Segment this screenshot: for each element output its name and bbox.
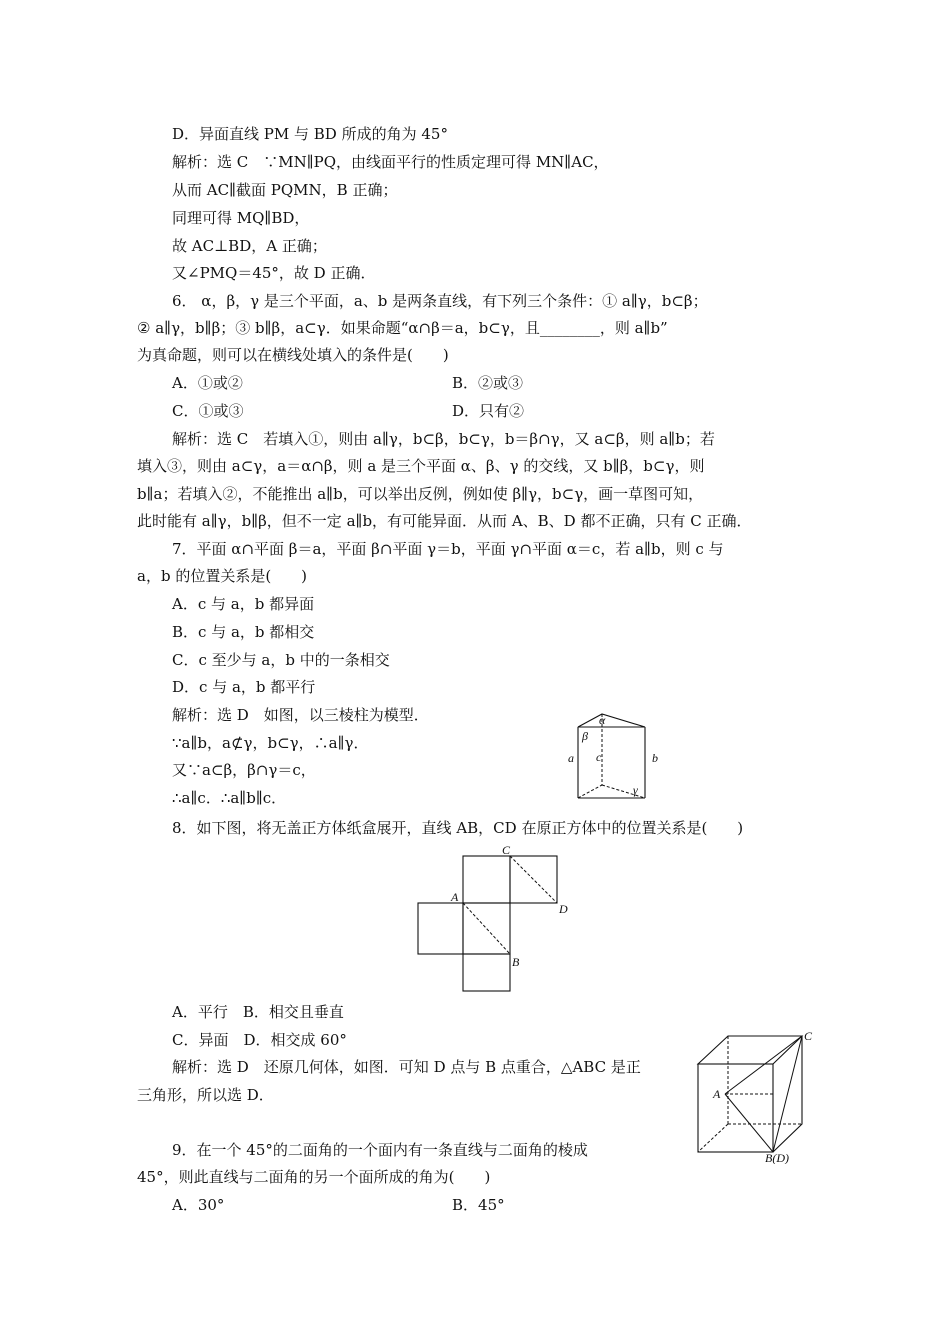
q6-analysis-line-3: b∥a；若填入②，不能推出 a∥b，可以举出反例，例如使 β∥γ，b⊂γ，画一草图可知， bbox=[137, 485, 704, 503]
q7-option-c: C．c 至少与 a，b 中的一条相交 bbox=[172, 651, 390, 669]
q7-analysis-line-1: 解析：选 D 如图，以三棱柱为模型． bbox=[172, 706, 429, 724]
q7-stem-line-2: a，b 的位置关系是( ) bbox=[137, 567, 308, 585]
q6-option-a: A．①或② bbox=[172, 374, 243, 392]
q8-options-cd: C．异面 D．相交成 60° bbox=[172, 1031, 347, 1049]
q8-net-label-d: D bbox=[559, 902, 568, 916]
q7-option-b: B．c 与 a，b 都相交 bbox=[172, 623, 315, 641]
q8-cube-line-ac bbox=[725, 1036, 802, 1094]
q7-prism-top-face bbox=[578, 714, 645, 727]
q7-option-a: A．c 与 a，b 都异面 bbox=[172, 595, 315, 613]
q6-option-d: D．只有② bbox=[452, 402, 525, 420]
q6-option-c: C．①或③ bbox=[172, 402, 244, 420]
q5-analysis-line-3: 同理可得 MQ∥BD， bbox=[172, 209, 310, 227]
q7-label-b: b bbox=[652, 751, 658, 765]
q8-cube-line-bc bbox=[773, 1036, 802, 1152]
q6-stem-line-3: 为真命题，则可以在横线处填入的条件是( ) bbox=[137, 346, 449, 364]
q7-label-gamma: γ bbox=[633, 783, 638, 797]
q8-line-ab bbox=[463, 903, 510, 954]
q8-analysis-line-2: 三角形，所以选 D． bbox=[137, 1086, 274, 1104]
q6-option-b: B．②或③ bbox=[452, 374, 524, 392]
q7-label-a: a bbox=[568, 751, 574, 765]
q5-analysis-line-4: 故 AC⊥BD，A 正确； bbox=[172, 237, 327, 255]
q8-cube-label-bd: B(D) bbox=[765, 1151, 789, 1164]
q7-prism-figure bbox=[560, 708, 672, 804]
q7-option-d: D．c 与 a，b 都平行 bbox=[172, 678, 316, 696]
q5-analysis-line-1: 解析：选 C ∵MN∥PQ，由线面平行的性质定理可得 MN∥AC， bbox=[172, 153, 609, 171]
q6-analysis-line-2: 填入③，则由 a⊂γ，a＝α∩β，则 a 是三个平面 α、β、γ 的交线，又 b∥β，b⊂γ，则 bbox=[137, 457, 705, 475]
q7-label-c: c bbox=[596, 750, 602, 764]
q8-cube-figure bbox=[690, 1026, 820, 1164]
q8-cube-top-face bbox=[698, 1036, 802, 1064]
q6-stem-line-1: 6． α，β，γ 是三个平面，a、b 是两条直线，有下列三个条件：① a∥γ，b⊂β； bbox=[172, 292, 708, 310]
q7-stem-line-1: 7．平面 α∩平面 β＝a，平面 β∩平面 γ＝b，平面 γ∩平面 α＝c，若 a∥b，则 c 与 bbox=[172, 540, 724, 558]
q9-stem-line-1: 9．在一个 45°的二面角的一个面内有一条直线与二面角的棱成 bbox=[172, 1141, 588, 1159]
q6-analysis-line-4: 此时能有 a∥γ，b∥β，但不一定 a∥b，有可能异面．从而 A、B、D 都不正确，只有 C 正确． bbox=[137, 512, 752, 530]
q8-cube-label-c: C bbox=[804, 1029, 813, 1043]
q7-analysis-line-4: ∴a∥c．∴a∥b∥c． bbox=[172, 789, 287, 807]
q5-analysis-line-2: 从而 AC∥截面 PQMN，B 正确； bbox=[172, 181, 398, 199]
q7-analysis-line-2: ∵a∥b，a⊄γ，b⊂γ，∴a∥γ． bbox=[172, 734, 369, 752]
q8-cube-net-figure bbox=[410, 843, 580, 995]
q8-net-square-top bbox=[463, 856, 510, 903]
q7-label-beta: β bbox=[582, 729, 588, 743]
q8-net-label-a: A bbox=[451, 890, 459, 904]
q6-stem-line-2: ② a∥γ，b∥β；③ b∥β，a⊂γ．如果命题“α∩β＝a，b⊂γ，且________，则 a∥b” bbox=[137, 319, 668, 337]
q8-line-cd bbox=[510, 856, 557, 903]
q7-label-alpha: α bbox=[599, 713, 606, 727]
q8-cube-line-ab bbox=[725, 1094, 773, 1152]
q6-analysis-line-1: 解析：选 C 若填入①，则由 a∥γ，b⊂β，b⊂γ，b＝β∩γ，又 a⊂β，则 a∥b；若 bbox=[172, 430, 715, 448]
q8-net-square-left bbox=[418, 903, 463, 954]
q8-options-ab: A．平行 B．相交且垂直 bbox=[172, 1003, 344, 1021]
q8-net-label-b: B bbox=[512, 955, 520, 969]
q9-stem-line-2: 45°，则此直线与二面角的另一个面所成的角为( ) bbox=[137, 1168, 491, 1186]
q8-stem: 8．如下图，将无盖正方体纸盒展开，直线 AB，CD 在原正方体中的位置关系是( ) bbox=[172, 819, 744, 837]
q8-net-square-bottom bbox=[463, 954, 510, 991]
q8-analysis-line-1: 解析：选 D 还原几何体，如图．可知 D 点与 B 点重合，△ABC 是正 bbox=[172, 1058, 641, 1076]
q9-option-b: B．45° bbox=[452, 1196, 505, 1214]
q5-option-d: D．异面直线 PM 与 BD 所成的角为 45° bbox=[172, 125, 448, 143]
q8-net-label-c: C bbox=[502, 843, 511, 857]
q9-option-a: A．30° bbox=[172, 1196, 225, 1214]
q5-analysis-line-5: 又∠PMQ＝45°，故 D 正确． bbox=[172, 264, 376, 282]
q8-cube-label-a: A bbox=[713, 1087, 721, 1101]
q7-analysis-line-3: 又∵a⊂β，β∩γ＝c， bbox=[172, 761, 316, 779]
